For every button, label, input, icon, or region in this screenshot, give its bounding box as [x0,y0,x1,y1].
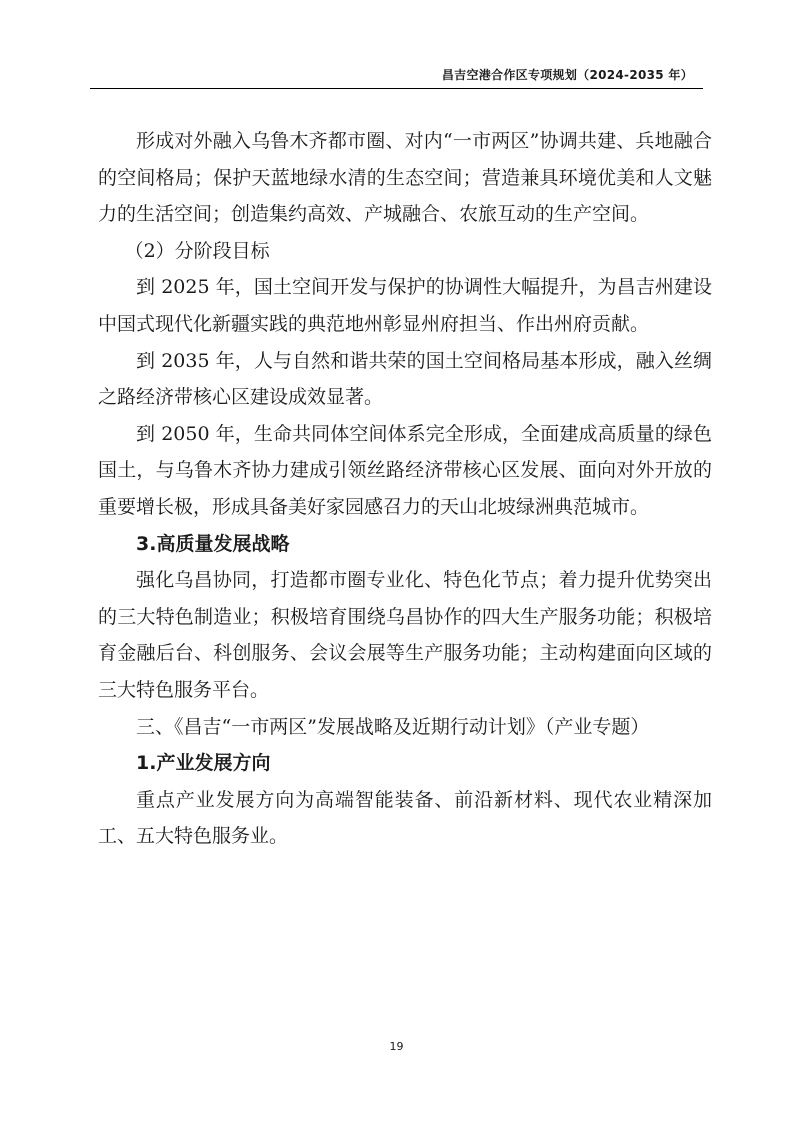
running-header: 昌吉空港合作区专项规划（2024-2035 年） [441,68,693,82]
paragraph-strategy: 强化乌昌协同，打造都市圈专业化、特色化节点；着力提升优势突出的三大特色制造业；积极培育围绕乌昌协作的四大生产服务功能；积极培育金融后台、科创服务、会议会展等生产服务功能；主动构建面向区域的三大特色服务平台。 [98,569,712,701]
paragraph-goal-2025: 到 2025 年，国土空间开发与保护的协调性大幅提升，为昌吉州建设中国式现代化新疆实践的典范地州彰显州府担当、作出州府贡献。 [98,276,712,335]
paragraph-spatial-pattern: 形成对外融入乌鲁木齐都市圈、对内“一市两区”协调共建、兵地融合的空间格局；保护天蓝地绿水清的生态空间；营造兼具环境优美和人文魅力的生活空间；创造集约高效、产城融合、农旅互动的生产空间。 [98,130,712,226]
heading-development-strategy: 3.高质量发展战略 [136,532,290,555]
header-divider [90,88,703,89]
heading-industry-direction: 1.产业发展方向 [136,752,271,775]
paragraph-goal-2035: 到 2035 年，人与自然和谐共荣的国土空间格局基本形成，融入丝绸之路经济带核心区建设成效显著。 [98,349,712,409]
paragraph-industry-direction: 重点产业发展方向为高端智能装备、前沿新材料、现代农业精深加工、五大特色服务业。 [98,788,712,848]
page-number: 19 [389,1040,404,1053]
paragraph-goal-2050: 到 2050 年，生命共同体空间体系完全形成，全面建成高质量的绿色国土，与乌鲁木齐协力建成引领丝路经济带核心区发展、面向对外开放的重要增长极，形成具备美好家园感召力的天山北坡绿洲典范城市。 [98,422,712,518]
subheading-phased-goals: （2）分阶段目标 [124,239,270,262]
document-body [98,123,712,855]
section-heading-action-plan: 三、《昌吉“一市两区”发展战略及近期行动计划》（产业专题） [136,715,650,738]
